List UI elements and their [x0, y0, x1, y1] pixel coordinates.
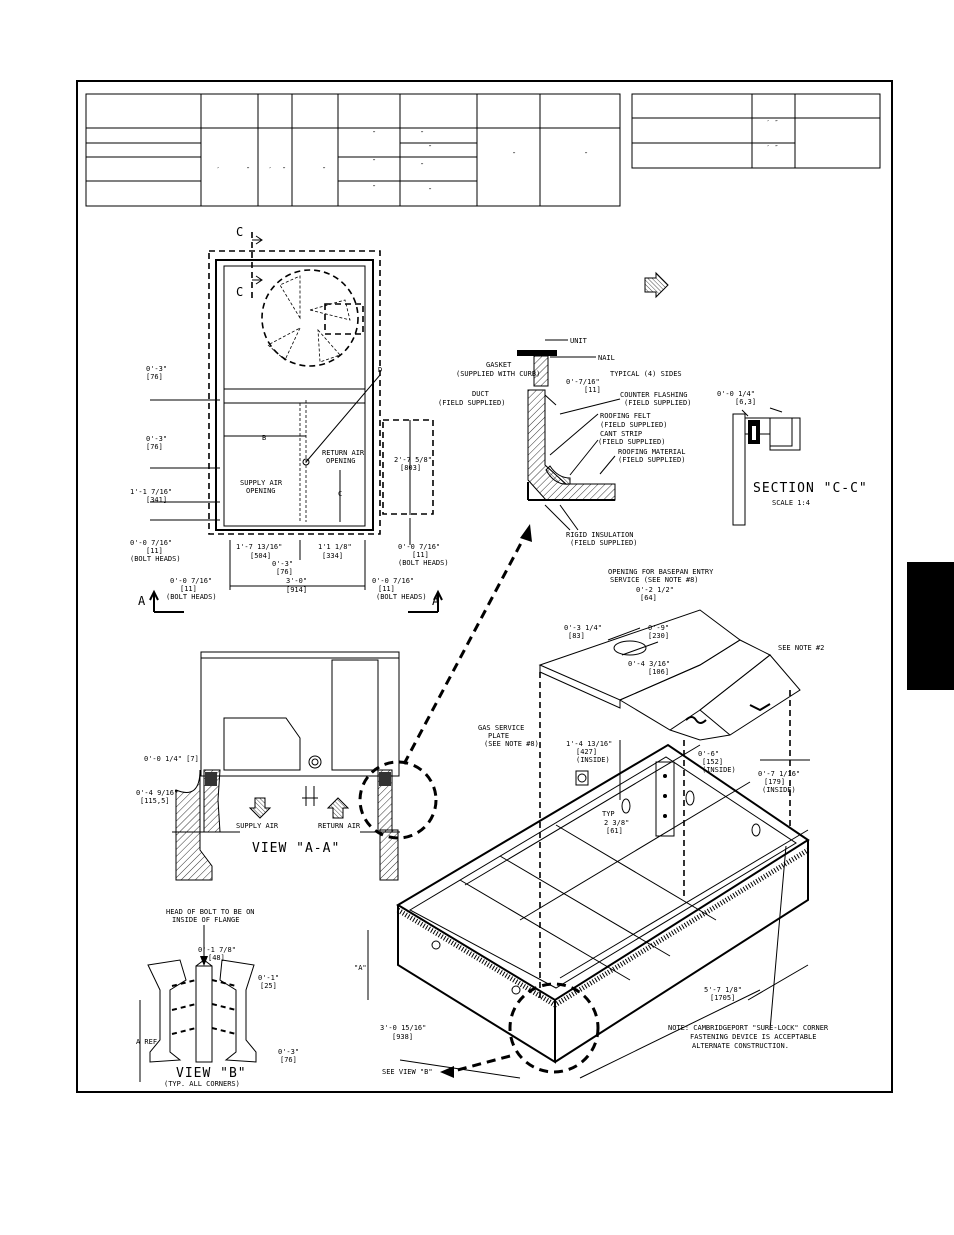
dim-label: 0'-0 7/16" [398, 543, 441, 551]
label: TYPICAL (4) SIDES [610, 370, 682, 378]
dim-label: [64] [640, 594, 657, 602]
cell-mark: ′ ″ [766, 144, 779, 152]
cell-mark: ″ [322, 166, 327, 174]
label: RETURN AIR [322, 449, 365, 457]
airflow-arrow-icon [645, 273, 668, 297]
label: GAS SERVICE [478, 724, 525, 732]
dim-label: [11] [180, 585, 197, 593]
view-b [136, 908, 299, 1088]
label: SERVICE (SEE NOTE #8) [610, 576, 699, 584]
page-border [77, 81, 892, 1092]
dim-label: [427] [576, 748, 598, 756]
label: GASKET [486, 361, 512, 369]
dim-label: 3'-0" [286, 577, 308, 585]
label: SUPPLY AIR [236, 822, 279, 830]
dim-label: [106] [648, 668, 670, 676]
dim-label: [25] [260, 982, 277, 990]
cell-mark: ′ [216, 166, 221, 174]
dim-label: C [338, 490, 343, 498]
dim-label: 0'-3" [272, 560, 294, 568]
dim-label: [11] [378, 585, 395, 593]
dim-label: [504] [250, 552, 272, 560]
dim-label: 0'-4 3/16" [628, 660, 671, 668]
dim-label: 0'-0 1/4" [717, 390, 755, 398]
label: PLATE [488, 732, 510, 740]
dim-label: 0'-6" [698, 750, 720, 758]
dim-label: [48] [208, 954, 225, 962]
dim-label: [152] [702, 758, 724, 766]
dim-label: 0'-7/16" [566, 378, 600, 386]
dim-label: [11] [584, 386, 601, 394]
note-text: NOTE: CAMBRIDGEPORT "SURE-LOCK" CORNER [668, 1024, 829, 1032]
label: RIGID INSULATION [566, 531, 634, 539]
dim-label: [76] [146, 373, 163, 381]
section-arrow-icon [252, 276, 262, 284]
dim-label: [230] [648, 632, 670, 640]
cell-mark: ″ [372, 130, 377, 138]
cell-mark: ″ [282, 166, 287, 174]
dim-label: D [378, 366, 383, 374]
note-text: FASTENING DEVICE IS ACCEPTABLE [690, 1033, 817, 1041]
dim-label: [76] [146, 443, 163, 451]
dim-label: (BOLT HEADS) [376, 593, 427, 601]
view-arrow-label: A [432, 594, 440, 608]
dim-label: 1'-1 7/16" [130, 488, 173, 496]
dim-label: 1'1 1/8" [318, 543, 352, 551]
dim-label: 0'-3" [278, 1048, 300, 1056]
dim-label: (INSIDE) [576, 756, 610, 764]
label: OPENING [246, 487, 276, 495]
dim-label: [6,3] [735, 398, 757, 406]
view-subtitle: (TYP. ALL CORNERS) [164, 1080, 240, 1088]
dim-label: (BOLT HEADS) [398, 559, 449, 567]
fan-icon [262, 270, 363, 366]
cell-mark: ″ [584, 151, 589, 159]
dim-label: [76] [280, 1056, 297, 1064]
dim-label: [11] [146, 547, 163, 555]
cell-mark: ″ [428, 144, 433, 152]
label: (SUPPLIED WITH CURB) [456, 370, 541, 378]
section-arrow-icon [252, 236, 262, 244]
label: COUNTER FLASHING [620, 391, 688, 399]
label: SEE NOTE #2 [778, 644, 825, 652]
note-text: ALTERNATE CONSTRUCTION. [692, 1042, 789, 1050]
dim-label: 0'-3" [146, 365, 168, 373]
dim-label: "A" [354, 964, 367, 972]
dim-label: (BOLT HEADS) [166, 593, 217, 601]
label: RETURN AIR [318, 822, 361, 830]
dim-label: [1705] [710, 994, 736, 1002]
dim-label: 0'-0 7/16" [372, 577, 415, 585]
dim-label: [914] [286, 586, 308, 594]
section-letter: C [236, 225, 244, 239]
detail-callout [360, 762, 436, 838]
cell-mark: ″ [420, 130, 425, 138]
dim-label: (INSIDE) [762, 786, 796, 794]
label: SEE VIEW "B" [382, 1068, 433, 1076]
view-arrow-label: A [138, 594, 146, 608]
dim-label: TYP [602, 810, 615, 818]
label: DUCT [472, 390, 489, 398]
dim-label: 2'-7 5/8" [394, 456, 432, 464]
label: OPENING FOR BASEPAN ENTRY [608, 568, 714, 576]
label: (SEE NOTE #8) [484, 740, 539, 748]
dim-label: [11] [412, 551, 429, 559]
top-view [130, 225, 449, 612]
dim-label: 1'-4 13/16" [566, 740, 613, 748]
dim-label: 0'-7 1/16" [758, 770, 801, 778]
label: (FIELD SUPPLIED) [600, 421, 668, 429]
dim-label: (INSIDE) [702, 766, 736, 774]
dim-label: [115,5] [140, 797, 170, 805]
label: NAIL [598, 354, 615, 362]
cell-mark: ″ [420, 162, 425, 170]
dim-label: 0'-3" [146, 435, 168, 443]
dim-label: [179] [764, 778, 786, 786]
section-cc [717, 390, 868, 525]
dim-label: 1'-7 13/16" [236, 543, 283, 551]
dim-label: 0'-2 1/2" [636, 586, 674, 594]
label: SUPPLY AIR [240, 479, 283, 487]
dimension-table [86, 94, 620, 206]
small-table [632, 94, 880, 168]
label: (FIELD SUPPLIED) [624, 399, 692, 407]
curb-detail [438, 337, 691, 547]
label: ROOFING MATERIAL [618, 448, 686, 456]
label: CANT STRIP [600, 430, 643, 438]
cell-mark: ′ ″ [766, 119, 779, 127]
cell-mark: ″ [512, 151, 517, 159]
dim-label: 0'-9" [648, 624, 670, 632]
label: HEAD OF BOLT TO BE ON [166, 908, 255, 916]
label: INSIDE OF FLANGE [172, 916, 240, 924]
dim-label: 0'-0 7/16" [130, 539, 173, 547]
view-title: VIEW "A-A" [252, 841, 341, 856]
cell-mark: ′ [268, 166, 273, 174]
dim-label: B [262, 434, 267, 442]
dim-label: [61] [606, 827, 623, 835]
section-letter: C [236, 285, 244, 299]
label: (FIELD SUPPLIED) [438, 399, 506, 407]
isometric-curb [354, 568, 829, 1078]
dim-label: 0'-1 7/8" [198, 946, 236, 954]
dim-label: 0'-0 7/16" [170, 577, 213, 585]
label: (FIELD SUPPLIED) [618, 456, 686, 464]
view-title: VIEW "B" [176, 1066, 247, 1081]
cell-mark: ″ [246, 166, 251, 174]
dim-label: 3'-0 15/16" [380, 1024, 427, 1032]
label: (FIELD SUPPLIED) [598, 438, 666, 446]
label: UNIT [570, 337, 587, 345]
cell-mark: ″ [372, 158, 377, 166]
section-title: SECTION "C-C" [753, 481, 868, 496]
dim-label: [938] [392, 1033, 414, 1041]
dim-label: A REF [136, 1038, 158, 1046]
bolt-row [172, 980, 236, 1034]
dim-label: 0'-3 1/4" [564, 624, 602, 632]
dim-label: (BOLT HEADS) [130, 555, 181, 563]
dim-label: [803] [400, 464, 422, 472]
cell-mark: ″ [372, 184, 377, 192]
label: (FIELD SUPPLIED) [570, 539, 638, 547]
dim-label: 2 3/8" [604, 819, 630, 827]
section-scale: SCALE 1:4 [772, 499, 810, 507]
cell-mark: ″ [428, 187, 433, 195]
dim-label: [83] [568, 632, 585, 640]
dim-label: [334] [322, 552, 344, 560]
dim-label: 5'-7 1/8" [704, 986, 742, 994]
dim-label: [76] [276, 568, 293, 576]
dim-label: [341] [146, 496, 168, 504]
side-tab-icon [907, 562, 954, 690]
dim-label: 0'-1" [258, 974, 280, 982]
label: OPENING [326, 457, 356, 465]
label: ROOFING FELT [600, 412, 651, 420]
dim-label: 0'-0 1/4" [7] [144, 755, 199, 763]
dim-label: 0'-4 9/16" [136, 789, 179, 797]
